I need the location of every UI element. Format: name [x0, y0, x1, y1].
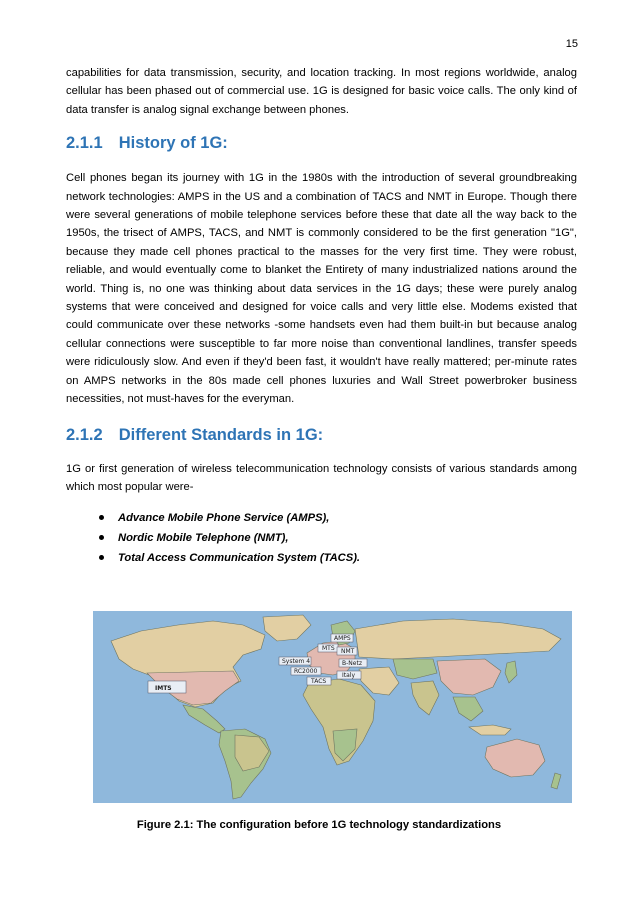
map-label-italy: Italy [342, 672, 356, 679]
section-heading-standards [66, 426, 577, 445]
page-number: 15 [565, 38, 578, 50]
section-heading-history [66, 134, 577, 153]
map-label-imts: IMTS [155, 685, 172, 692]
map-label-system4: System 4 [282, 658, 311, 665]
map-label-mts: MTS [322, 645, 335, 652]
bullet-icon [99, 535, 104, 540]
map-label-rc2000: RC2000 [294, 668, 318, 675]
list-item: Nordic Mobile Telephone (NMT), [99, 528, 577, 548]
standards-list [66, 508, 577, 568]
figure-caption: Figure 2.1: The configuration before 1G technology standardizations [136, 819, 502, 831]
list-item: Advance Mobile Phone Service (AMPS), [99, 508, 577, 528]
standards-paragraph: 1G or first generation of wireless telecommunication technology consists of various standards among which most popular were- [66, 462, 577, 493]
section-title: History of 1G: [118, 134, 228, 153]
world-map-figure [93, 611, 572, 803]
history-paragraph: Cell phones began its journey with 1G in the 1980s with the introduction of several groundbreaking network technologies: AMPS in the US and a combination of TACS and NMT in Europe. Though there were several generations of mobile telephone services before these that date all the way back to the 1950s, the trisect of AMPS, TACS, and NMT is commonly considered to be the first generation "1G", because they made cell phones practical to the masses for the very first time. They were robust, reliable, and would eventually come to blanket the Entirety of many industrialized nations around the world. Thing is, no one was thinking about data services in the 1G days; these were purely analog systems that were conceived and designed for voice calls and very little else. Modems existed that could communicate over these networks -some handsets even had them built-in but because analog cellular connections were susceptible to far more noise than conventional landlines, transfer speeds were ridiculously slow. And even if they'd been fast, it wouldn't have really mattered; per-minute rates on AMPS networks in the 80s made cell phones luxuries and Wall Street powerbroker business necessities, not must-haves for the everyman. [66, 172, 577, 406]
map-label-tacs: TACS [311, 678, 327, 685]
list-item: Total Access Communication System (TACS). [99, 548, 577, 568]
page-content [66, 64, 577, 568]
bullet-icon [99, 515, 104, 520]
map-label-nmt: NMT [341, 648, 355, 655]
section-number: 2.1.1 [66, 134, 103, 153]
map-label-amps: AMPS [334, 635, 351, 642]
section-number: 2.1.2 [66, 425, 103, 444]
world-map [93, 611, 572, 803]
section-title: Different Standards in 1G: [118, 425, 324, 444]
bullet-icon [99, 555, 104, 560]
map-label-bnetz: B-Netz [342, 660, 362, 667]
intro-paragraph: capabilities for data transmission, security, and location tracking. In most regions worldwide, analog cellular has been phased out of commercial use. 1G is designed for basic voice calls. The only kind of data transfer is analog signal exchange between phones. [66, 67, 577, 116]
